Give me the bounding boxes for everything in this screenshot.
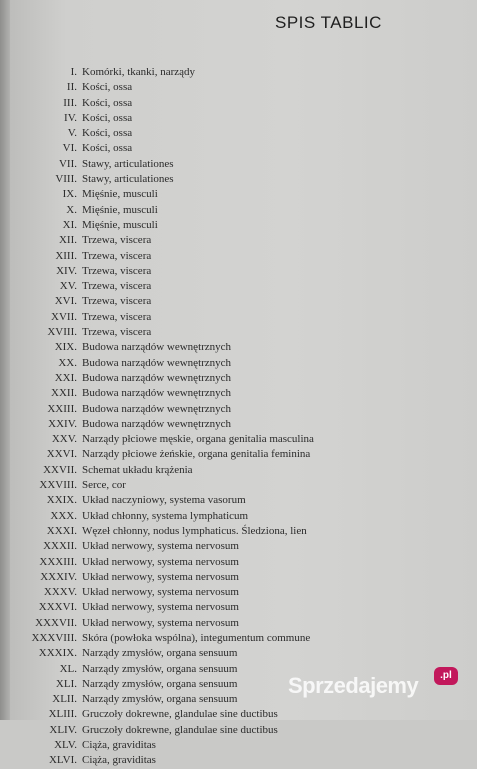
toc-entry xyxy=(10,386,477,401)
toc-entry-text: Schemat układu krążenia xyxy=(82,463,193,476)
toc-entry-text: Układ nerwowy, systema nervosum xyxy=(82,570,239,583)
toc-entry xyxy=(10,65,477,80)
toc-entry-number: VIII. xyxy=(55,173,77,186)
watermark-logo: Sprzedajemy xyxy=(288,673,419,698)
toc-entry-text: Układ nerwowy, systema nervosum xyxy=(82,601,239,614)
toc-entry-text: Serce, cor xyxy=(82,479,126,492)
toc-entry-number: XXXIV. xyxy=(40,570,77,583)
toc-entry-number: XLI. xyxy=(55,677,77,690)
toc-entry xyxy=(10,310,477,325)
toc-entry-number: V. xyxy=(67,127,77,140)
toc-entry-number: XXXIII. xyxy=(39,555,77,568)
toc-entry-number: XIV. xyxy=(56,264,77,277)
toc-entry-text: Budowa narządów wewnętrznych xyxy=(82,387,232,400)
toc-entry-text: Mięśnie, musculi xyxy=(82,218,158,231)
toc-entry xyxy=(10,631,477,646)
toc-entry xyxy=(10,447,477,462)
toc-entry-number: IX. xyxy=(62,188,77,201)
toc-entry-text: Układ nerwowy, systema nervosum xyxy=(82,540,239,553)
toc-entry-text: Mięśnie, musculi xyxy=(82,188,158,201)
toc-entry-number: XV. xyxy=(59,280,77,293)
toc-entry-text: Budowa narządów wewnętrznych xyxy=(82,417,232,430)
toc-entry xyxy=(10,432,477,447)
toc-entry xyxy=(10,187,477,202)
toc-entry-number: XVI. xyxy=(54,295,77,308)
toc-entry-number: II. xyxy=(66,81,77,94)
toc-entry-number: XXVII. xyxy=(43,463,77,476)
toc-entry-number: XII. xyxy=(58,234,77,247)
toc-entry-number: XXIV. xyxy=(48,417,77,430)
toc-entry-text: Budowa narządów wewnętrznych xyxy=(82,356,232,369)
toc-entry-text: Gruczoły dokrewne, glandulae sine ductibus xyxy=(82,708,278,721)
toc-entry xyxy=(10,80,477,95)
toc-entry-text: Komórki, tkanki, narządy xyxy=(82,66,196,78)
toc-entry-text: Węzeł chłonny, nodus lymphaticus. Śledziona, lien xyxy=(82,524,307,537)
toc-entry-text: Układ nerwowy, systema nervosum xyxy=(82,586,239,599)
toc-entry-number: XXXV. xyxy=(43,586,77,599)
toc-entry-number: VI. xyxy=(62,142,77,155)
toc-entry-text: Trzewa, viscera xyxy=(82,280,152,293)
toc-entry xyxy=(10,738,477,753)
toc-entry xyxy=(10,203,477,218)
toc-entry xyxy=(10,249,477,264)
toc-entry-number: XIX. xyxy=(54,341,77,354)
toc-entry xyxy=(10,126,477,141)
toc-entry-text: Mięśnie, musculi xyxy=(82,203,158,216)
toc-entry-number: XLII. xyxy=(52,693,77,706)
toc-entry-text: Trzewa, viscera xyxy=(82,234,152,247)
toc-entry-number: XXII. xyxy=(51,387,77,400)
toc-entry-text: Kości, ossa xyxy=(82,142,133,155)
toc-entry-text: Skóra (powłoka wspólna), integumentum commune xyxy=(82,631,311,644)
toc-entry xyxy=(10,356,477,371)
toc-entry xyxy=(10,371,477,386)
toc-entry-text: Ciąża, graviditas xyxy=(82,754,156,767)
toc-entry-text: Trzewa, viscera xyxy=(82,264,152,277)
toc-entry-number: IV. xyxy=(64,111,77,124)
toc-entry xyxy=(10,417,477,432)
toc-entry xyxy=(10,524,477,539)
toc-entry-text: Układ nerwowy, systema nervosum xyxy=(82,555,239,568)
table-of-contents xyxy=(10,65,477,769)
toc-entry xyxy=(10,402,477,417)
toc-entry xyxy=(10,172,477,187)
toc-entry xyxy=(10,233,477,248)
toc-entry-text: Budowa narządów wewnętrznych xyxy=(82,402,232,415)
toc-entry xyxy=(10,478,477,493)
toc-entry-text: Narządy zmysłów, organa sensuum xyxy=(82,693,238,706)
toc-entry-number: VII. xyxy=(58,157,77,170)
toc-entry xyxy=(10,463,477,478)
toc-entry xyxy=(10,555,477,570)
book-spine-edge xyxy=(0,0,10,720)
toc-entry-text: Gruczoły dokrewne, glandulae sine ductibus xyxy=(82,723,278,736)
toc-entry xyxy=(10,96,477,111)
toc-entry-text: Kości, ossa xyxy=(82,81,133,94)
toc-entry-number: XXXI. xyxy=(46,524,77,537)
toc-entry-text: Układ nerwowy, systema nervosum xyxy=(82,616,239,629)
toc-entry xyxy=(10,141,477,156)
toc-entry-text: Kości, ossa xyxy=(82,127,133,140)
toc-entry xyxy=(10,264,477,279)
toc-entry xyxy=(10,585,477,600)
toc-entry xyxy=(10,325,477,340)
toc-entry-text: Kości, ossa xyxy=(82,96,133,109)
toc-entry-number: XX. xyxy=(58,356,77,369)
toc-entry-number: XXIX. xyxy=(46,494,77,507)
toc-entry-text: Układ naczyniowy, systema vasorum xyxy=(82,494,246,507)
toc-entry xyxy=(10,600,477,615)
toc-entry xyxy=(10,279,477,294)
toc-entry xyxy=(10,539,477,554)
toc-entry-number: XXX. xyxy=(50,509,77,522)
toc-entry-number: XXXVIII. xyxy=(31,631,77,644)
toc-entry-number: X. xyxy=(66,203,77,216)
toc-entry xyxy=(10,340,477,355)
toc-entry xyxy=(10,218,477,233)
toc-entry-number: XL. xyxy=(59,662,77,675)
toc-entry-text: Narządy zmysłów, organa sensuum xyxy=(82,662,238,675)
toc-entry-text: Budowa narządów wewnętrznych xyxy=(82,341,232,354)
toc-entry xyxy=(10,707,477,722)
toc-entry-number: XXIII. xyxy=(47,402,77,415)
toc-entry-text: Trzewa, viscera xyxy=(82,249,152,262)
toc-entry xyxy=(10,111,477,126)
toc-entry-text: Trzewa, viscera xyxy=(82,295,152,308)
toc-entry xyxy=(10,646,477,661)
toc-entry-number: XLVI. xyxy=(48,754,77,767)
toc-entry xyxy=(10,493,477,508)
toc-entry-number: XXI. xyxy=(54,371,77,384)
toc-entry-text: Narządy płciowe żeńskie, organa genitalia feminina xyxy=(82,448,311,461)
toc-entry-text: Ciąża, graviditas xyxy=(82,739,156,752)
toc-entry-text: Układ chłonny, systema lymphaticum xyxy=(82,509,249,522)
toc-entry xyxy=(10,509,477,524)
toc-entry-number: XXXVII. xyxy=(35,616,77,629)
toc-entry xyxy=(10,723,477,738)
toc-entry-number: XXVIII. xyxy=(39,479,77,492)
toc-entry-number: XXXII. xyxy=(43,540,77,553)
toc-entry-text: Budowa narządów wewnętrznych xyxy=(82,371,232,384)
toc-entry-number: I. xyxy=(70,66,77,78)
toc-entry-number: XLIV. xyxy=(49,723,77,736)
toc-entry xyxy=(10,157,477,172)
toc-entry-number: XXVI. xyxy=(46,448,77,461)
toc-entry-number: XXV. xyxy=(51,433,77,446)
toc-entry-text: Narządy zmysłów, organa sensuum xyxy=(82,677,238,690)
watermark-badge: .pl xyxy=(434,667,458,685)
toc-entry xyxy=(10,570,477,585)
toc-entry-number: XVII. xyxy=(51,310,77,323)
toc-entry-text: Trzewa, viscera xyxy=(82,326,152,339)
page-title: SPIS TABLIC xyxy=(275,13,382,32)
toc-entry-text: Trzewa, viscera xyxy=(82,310,152,323)
toc-entry xyxy=(10,616,477,631)
toc-entry-number: XI. xyxy=(62,218,77,231)
toc-entry xyxy=(10,294,477,309)
toc-entry-number: III. xyxy=(63,96,77,109)
toc-entry-number: XIII. xyxy=(55,249,77,262)
toc-entry-text: Stawy, articulationes xyxy=(82,157,174,170)
toc-entry-number: XVIII. xyxy=(47,326,77,339)
toc-entry-number: XLIII. xyxy=(48,708,77,721)
toc-entry-text: Narządy płciowe męskie, organa genitalia masculina xyxy=(82,433,314,446)
toc-entry xyxy=(10,753,477,768)
book-page xyxy=(10,0,477,767)
toc-entry-text: Narządy zmysłów, organa sensuum xyxy=(82,647,238,660)
toc-entry-text: Kości, ossa xyxy=(82,111,133,124)
toc-entry-number: XXXVI. xyxy=(38,601,77,614)
toc-entry-number: XLV. xyxy=(54,739,77,752)
toc-entry-number: XXXIX. xyxy=(38,647,77,660)
toc-entry-text: Stawy, articulationes xyxy=(82,173,174,186)
